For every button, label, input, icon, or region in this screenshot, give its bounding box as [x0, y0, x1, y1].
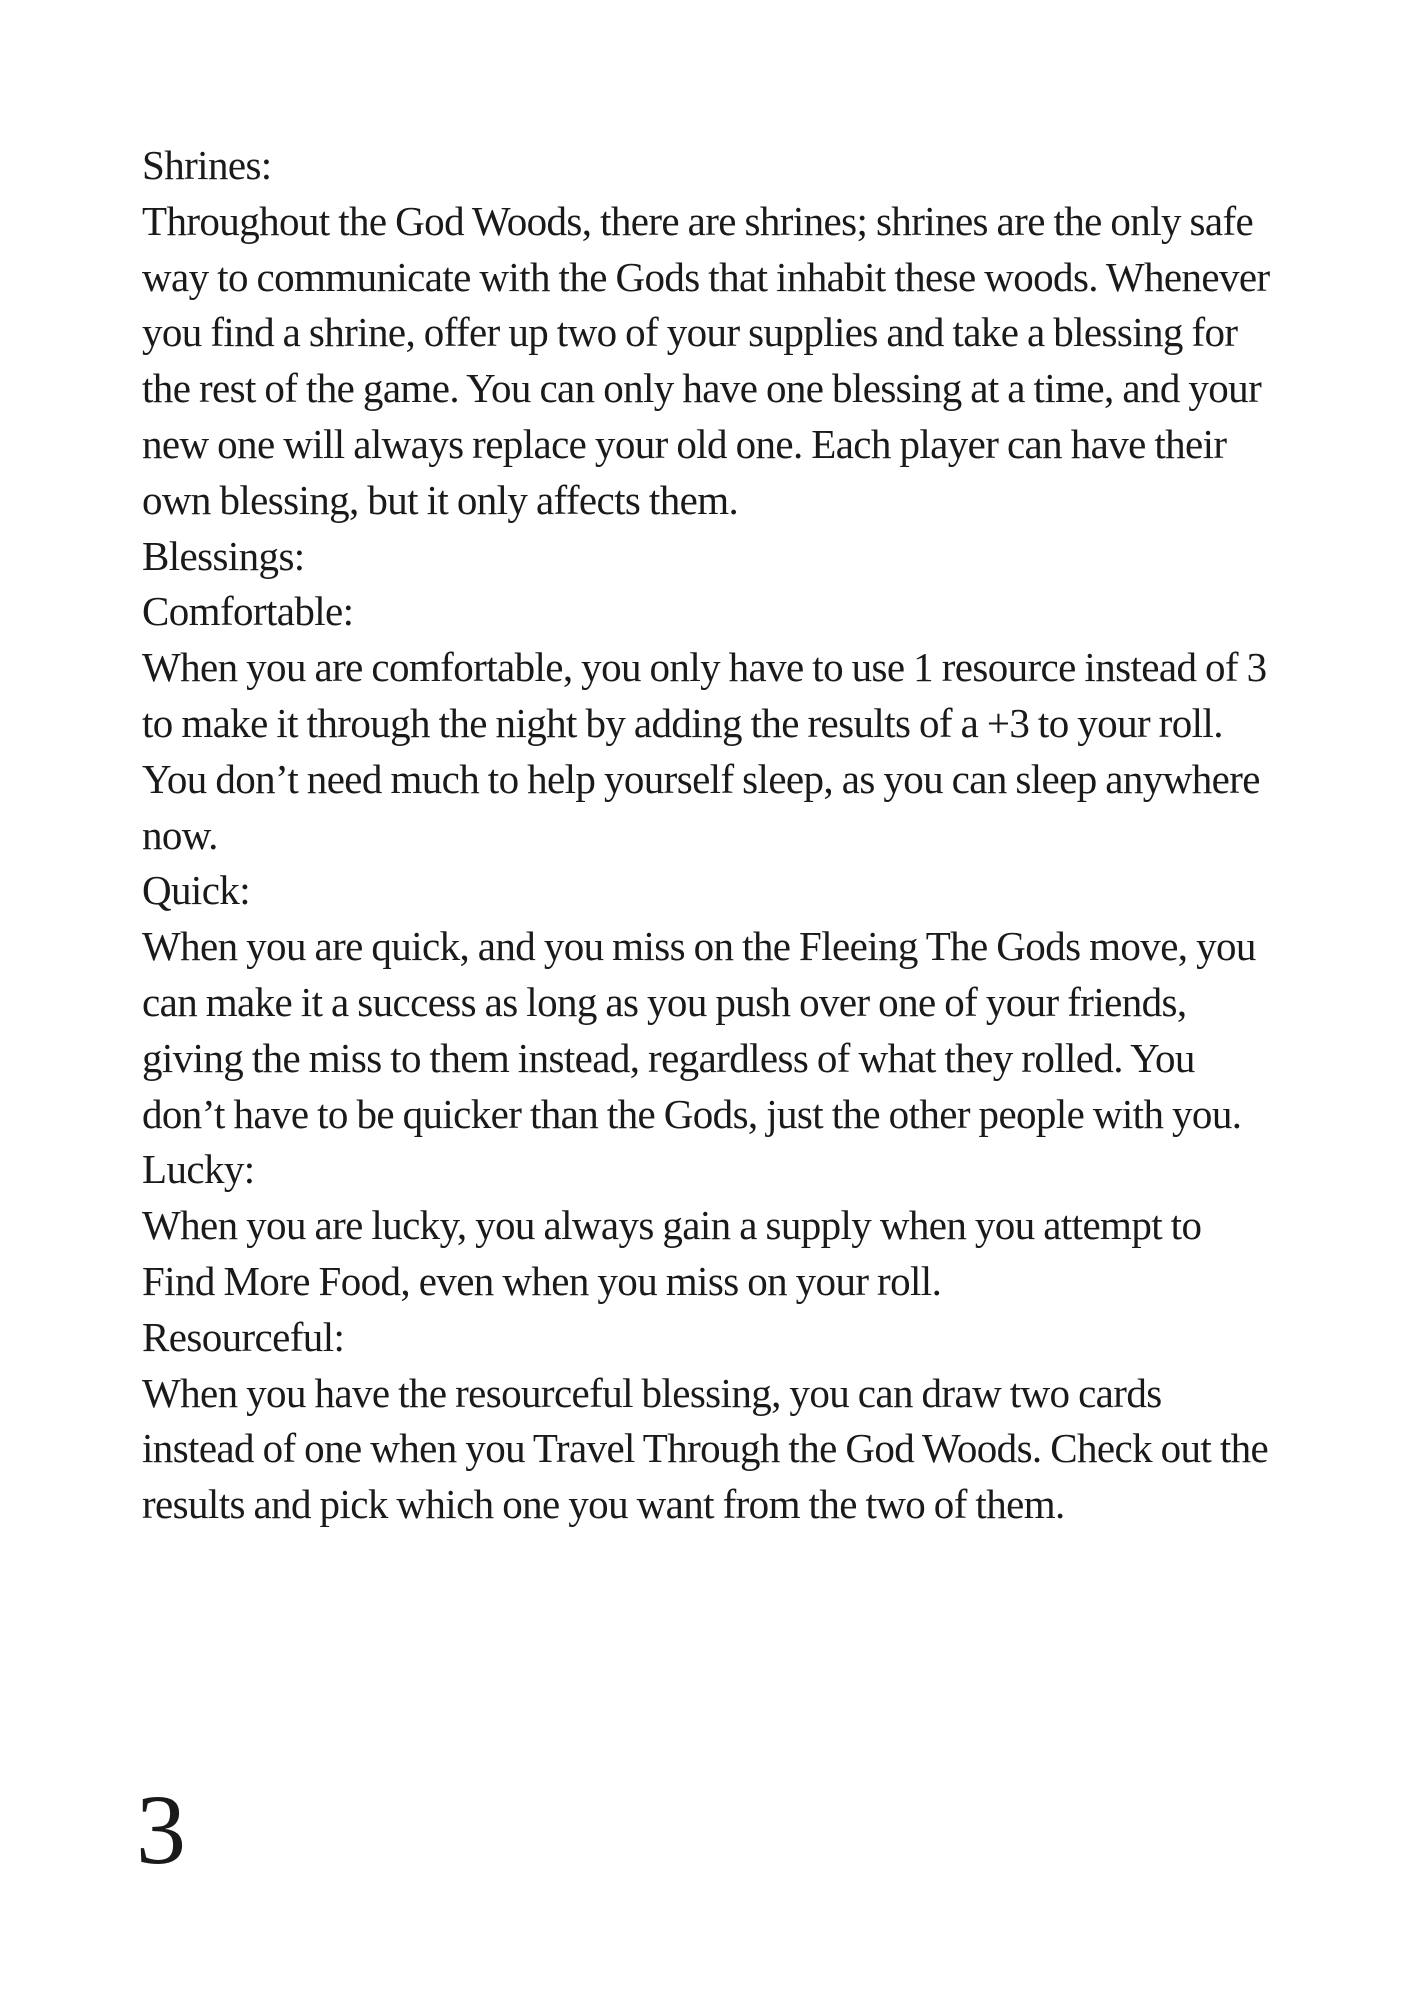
resourceful-paragraph: When you have the resourceful blessing, you can draw two cards instead of one when you Travel Through the God Woods. Check out the results and pick which one you want from the two of them. — [142, 1369, 1269, 1528]
resourceful-heading: Resourceful: — [142, 1313, 345, 1360]
comfortable-paragraph: When you are comfortable, you only have to use 1 resource instead of 3 to make it through the night by adding the results of a +3 to your roll. You don’t need much to help yourself sleep, as you can sleep anywhere now. — [142, 644, 1267, 858]
shrines-paragraph: Throughout the God Woods, there are shrines; shrines are the only safe way to communicate with the Gods that inhabit these woods. Whenever you find a shrine, offer up two of your supplies and take a blessing for the rest of the game. You can only have one blessing at a time, and your new one will always replace your old one. Each player can have their own blessing, but it only affects them. — [142, 197, 1270, 523]
quick-paragraph: When you are quick, and you miss on the Fleeing The Gods move, you can make it a success as long as you push over one of your friends, giving the miss to them instead, regardless of what they rolled. You don’t have to be quicker than the Gods, just the other people with you. — [142, 923, 1256, 1137]
lucky-paragraph: When you are lucky, you always gain a supply when you attempt to Find More Food, even when you miss on your roll. — [142, 1202, 1202, 1304]
page-content — [142, 138, 1282, 1533]
quick-heading: Quick: — [142, 867, 250, 914]
comfortable-heading: Comfortable: — [142, 588, 354, 635]
lucky-heading: Lucky: — [142, 1146, 255, 1193]
shrines-heading: Shrines: — [142, 142, 272, 188]
page-number: 3 — [136, 1774, 186, 1885]
blessings-heading: Blessings: — [142, 532, 305, 579]
